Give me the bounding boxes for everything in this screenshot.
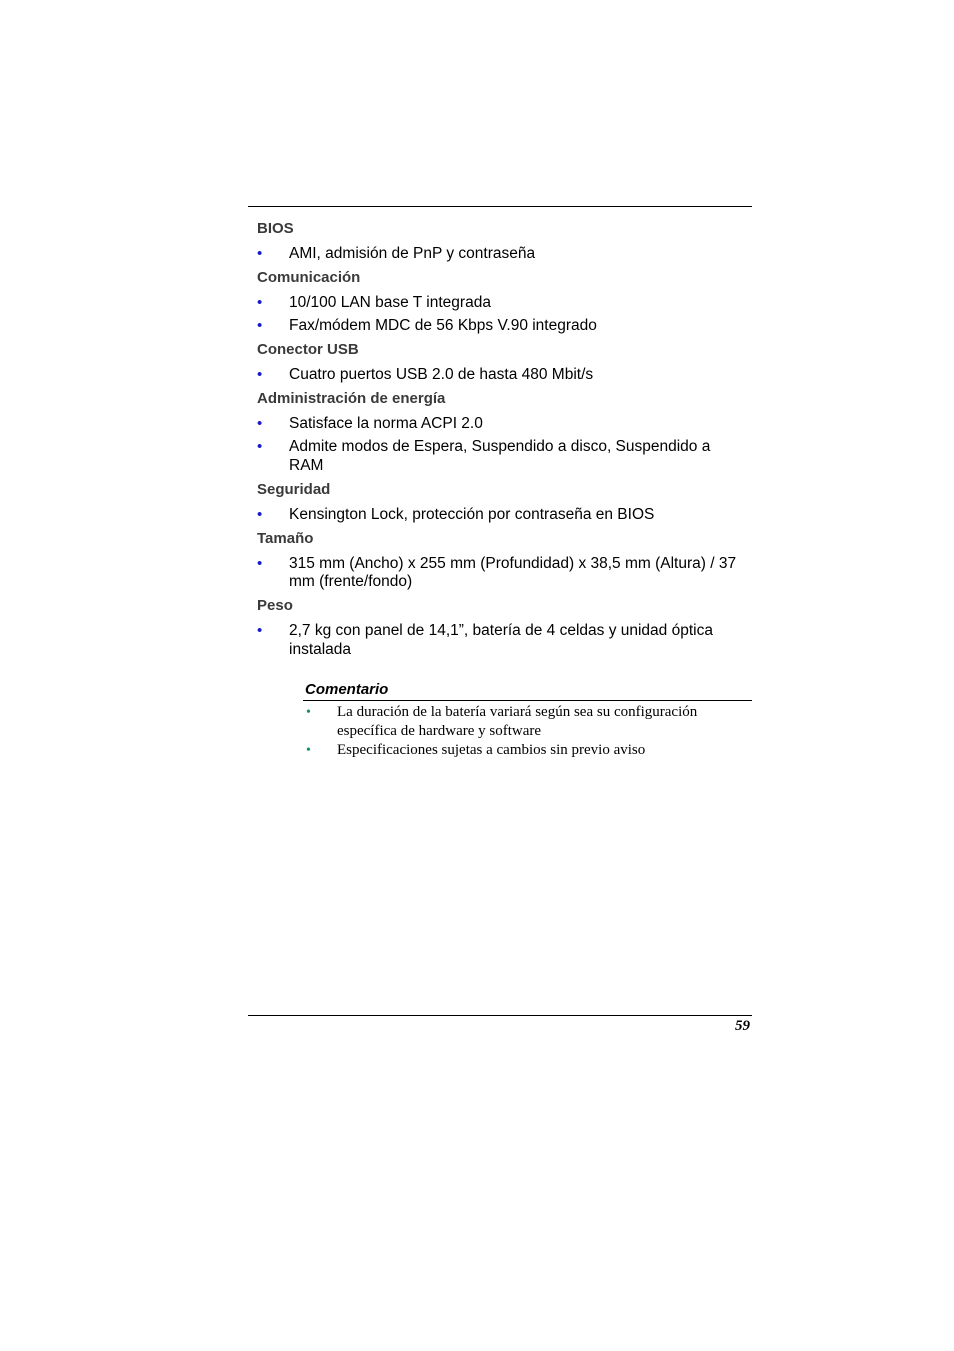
list-item: • 2,7 kg con panel de 14,1”, batería de 4 celdas y unidad óptica instalada — [257, 622, 713, 658]
list-item: • Satisface la norma ACPI 2.0 — [257, 415, 483, 432]
page-number: 59 — [735, 1018, 750, 1034]
section-heading-seguridad: Seguridad — [257, 480, 331, 498]
section-heading-peso: Peso — [257, 597, 293, 614]
list-item: • 10/100 LAN base T integrada — [257, 294, 491, 311]
bullet-icon: • — [257, 415, 263, 432]
section-heading-bios: BIOS — [257, 220, 294, 237]
list-item: • 315 mm (Ancho) x 255 mm (Profundidad) x 38,5 mm (Altura) / 37 mm (frente/fondo) — [257, 554, 737, 590]
list-item: • Cuatro puertos USB 2.0 de hasta 480 Mbit/s — [257, 366, 594, 383]
section-heading-tamano: Tamaño — [257, 529, 314, 547]
spec-list-seguridad — [257, 506, 737, 525]
comment-box — [303, 681, 752, 760]
spec-list-energia — [257, 415, 737, 475]
bullet-icon: • — [257, 505, 263, 523]
bullet-icon: • — [257, 245, 263, 262]
comment-list — [303, 703, 752, 760]
list-item: • AMI, admisión de PnP y contraseña — [257, 245, 536, 262]
bullet-icon: • — [257, 317, 263, 334]
section-heading-energia: Administración de energía — [257, 390, 446, 407]
bullet-icon: • — [257, 622, 263, 639]
section-heading-comunicacion: Comunicación — [257, 269, 361, 286]
bullet-icon: • — [257, 438, 263, 455]
spec-list-peso — [257, 622, 737, 659]
bullet-icon: • — [257, 554, 263, 572]
spec-list-tamano — [257, 555, 737, 592]
list-item: • La duración de la batería variará según sea su configuración específica de hardware y software — [306, 704, 698, 739]
section-heading-usb: Conector USB — [257, 341, 359, 358]
list-item: • Especificaciones sujetas a cambios sin previo aviso — [306, 742, 646, 758]
list-item: • Admite modos de Espera, Suspendido a disco, Suspendido a RAM — [257, 438, 711, 474]
spec-list-usb — [257, 366, 737, 385]
spec-list-comunicacion — [257, 294, 737, 336]
comment-title: Comentario — [303, 681, 752, 701]
top-rule — [248, 206, 752, 207]
bullet-icon: • — [257, 366, 263, 383]
bullet-icon: • — [306, 705, 311, 720]
bottom-rule — [248, 1015, 752, 1016]
bullet-icon: • — [257, 294, 263, 311]
spec-content — [257, 219, 737, 664]
spec-list-bios — [257, 245, 737, 264]
list-item: • Fax/módem MDC de 56 Kbps V.90 integrado — [257, 317, 597, 334]
bullet-icon: • — [306, 743, 311, 758]
list-item: • Kensington Lock, protección por contraseña en BIOS — [257, 505, 655, 523]
